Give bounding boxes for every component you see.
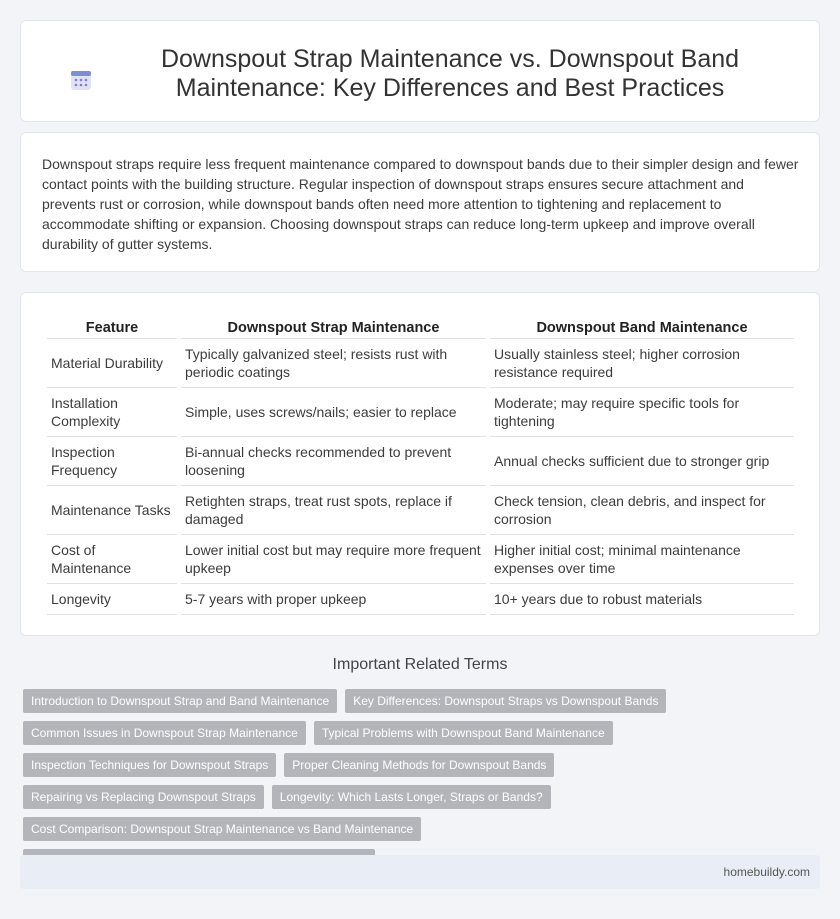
header-feature: Feature [47, 317, 177, 339]
comparison-card [20, 292, 820, 636]
related-term-tag[interactable]: Typical Problems with Downspout Band Maintenance [314, 721, 613, 745]
feature-cell: Installation Complexity [47, 388, 177, 437]
related-term-tag[interactable]: Cost Comparison: Downspout Strap Maintenance vs Band Maintenance [23, 817, 421, 841]
table-row [47, 388, 794, 437]
comparison-table [43, 317, 798, 615]
footer-site-link[interactable]: homebuildy.com [723, 865, 810, 879]
strap-cell: Simple, uses screws/nails; easier to replace [181, 388, 486, 437]
strap-cell: 5-7 years with proper upkeep [181, 584, 486, 615]
related-term-tag[interactable]: Inspection Techniques for Downspout Straps [23, 753, 276, 777]
table-row [47, 339, 794, 388]
band-cell: Usually stainless steel; higher corrosion resistance required [490, 339, 794, 388]
related-term-tag[interactable]: Proper Cleaning Methods for Downspout Bands [284, 753, 554, 777]
related-term-tag[interactable]: Key Differences: Downspout Straps vs Downspout Bands [345, 689, 666, 713]
feature-cell: Cost of Maintenance [47, 535, 177, 584]
related-term-tag[interactable]: Common Issues in Downspout Strap Maintenance [23, 721, 306, 745]
summary-text: Downspout straps require less frequent maintenance compared to downspout bands due to their simpler design and fewer contact points with the building structure. Regular inspection of downspout straps ensures secure attachment and prevents rust or corrosion, while downspout bands often need more attention to tightening and replacement to accommodate shifting or expansion. Choosing downspout straps can reduce long-term upkeep and improve overall durability of gutter systems. [42, 156, 799, 252]
strap-cell: Lower initial cost but may require more frequent upkeep [181, 535, 486, 584]
header-band: Downspout Band Maintenance [490, 317, 794, 339]
title-card [20, 20, 820, 122]
strap-cell: Retighten straps, treat rust spots, replace if damaged [181, 486, 486, 535]
related-term-tag[interactable]: Repairing vs Replacing Downspout Straps [23, 785, 264, 809]
related-term-tag[interactable]: Longevity: Which Lasts Longer, Straps or Bands? [272, 785, 551, 809]
feature-cell: Maintenance Tasks [47, 486, 177, 535]
table-row [47, 486, 794, 535]
band-cell: Moderate; may require specific tools for tightening [490, 388, 794, 437]
footer [20, 855, 820, 889]
feature-cell: Material Durability [47, 339, 177, 388]
band-cell: 10+ years due to robust materials [490, 584, 794, 615]
band-cell: Check tension, clean debris, and inspect for corrosion [490, 486, 794, 535]
header-strap: Downspout Strap Maintenance [181, 317, 486, 339]
strap-cell: Typically galvanized steel; resists rust with periodic coatings [181, 339, 486, 388]
feature-cell: Longevity [47, 584, 177, 615]
band-cell: Higher initial cost; minimal maintenance expenses over time [490, 535, 794, 584]
related-term-tag[interactable]: Introduction to Downspout Strap and Band Maintenance [23, 689, 337, 713]
table-row [47, 584, 794, 615]
table-header-row [47, 317, 794, 339]
table-row [47, 437, 794, 486]
related-terms-list [23, 689, 703, 873]
page-title: Downspout Strap Maintenance vs. Downspout Band Maintenance: Key Differences and Best Practices [160, 45, 740, 102]
related-terms-title: Important Related Terms [332, 656, 508, 673]
table-row [47, 535, 794, 584]
calendar-icon [69, 68, 93, 92]
feature-cell: Inspection Frequency [47, 437, 177, 486]
strap-cell: Bi-annual checks recommended to prevent loosening [181, 437, 486, 486]
summary-card [20, 132, 820, 272]
band-cell: Annual checks sufficient due to stronger grip [490, 437, 794, 486]
